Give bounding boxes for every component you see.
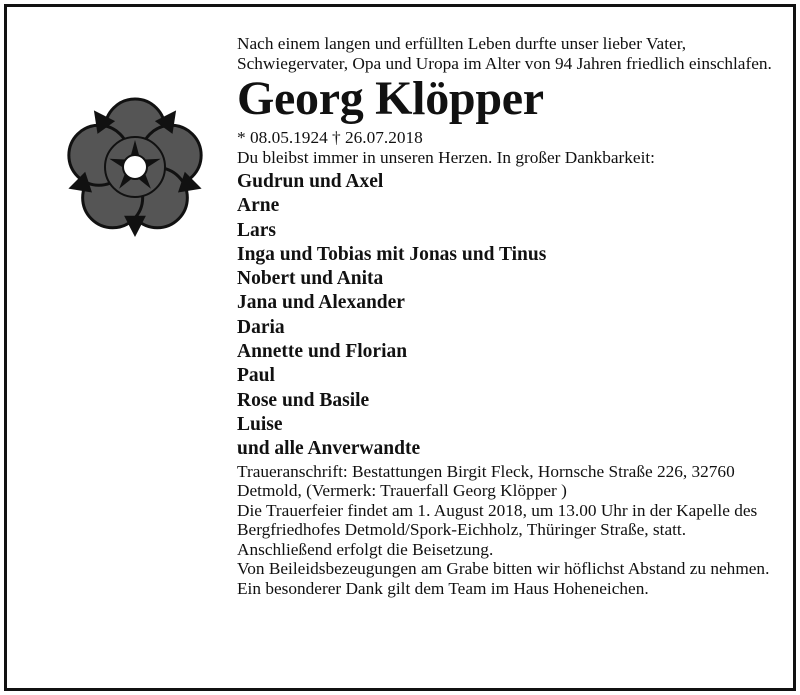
mourner-name: Nobert und Anita xyxy=(237,268,384,290)
mourner-name: Lars xyxy=(237,219,276,241)
thanks-line: Du bleibst immer in unseren Herzen. In großer Dankbarkeit: xyxy=(237,148,655,167)
mourner-name: und alle Anverwandte xyxy=(237,438,421,460)
obituary-content xyxy=(237,34,782,598)
mourner-name: Arne xyxy=(237,195,280,217)
mourner-name: Rose und Basile xyxy=(237,389,370,411)
mourners-list xyxy=(237,170,782,462)
mourner-name: Luise xyxy=(237,413,283,435)
gratitude-paragraph: Ein besonderer Dank gilt dem Team im Haus Hoheneichen. xyxy=(237,578,649,598)
life-dates: * 08.05.1924 † 26.07.2018 xyxy=(237,128,423,147)
mourner-name: Gudrun und Axel xyxy=(237,171,384,192)
mourner-name: Daria xyxy=(237,316,285,338)
request-paragraph: Von Beileidsbezeugungen am Grabe bitten wir höflichst Abstand zu nehmen. xyxy=(237,559,770,579)
mourner-name: Annette und Florian xyxy=(237,341,408,363)
address-paragraph: Traueranschrift: Bestattungen Birgit Fleck, Hornsche Straße 226, 32760 Detmold, (Vermerk: Trauerfall Georg Klöpper ) xyxy=(237,461,735,501)
intro-text: Nach einem langen und erfüllten Leben durfte unser lieber Vater, Schwiegervater, Opa und Uropa im Alter von 94 Jahren friedlich einschlafen. xyxy=(237,34,772,73)
obituary-frame xyxy=(4,4,796,691)
mourner-name: Paul xyxy=(237,365,275,387)
deceased-name: Georg Klöpper xyxy=(237,72,544,125)
rose-icon xyxy=(65,97,205,247)
mourner-name: Jana und Alexander xyxy=(237,292,405,314)
mourner-name: Inga und Tobias mit Jonas und Tinus xyxy=(237,243,547,265)
ceremony-paragraph: Die Trauerfeier findet am 1. August 2018, um 13.00 Uhr in der Kapelle des Bergfriedhofes Detmold/Spork-Eichholz, Thüringer Straße, statt. Anschließend erfolgt die Beisetzung. xyxy=(237,500,758,559)
